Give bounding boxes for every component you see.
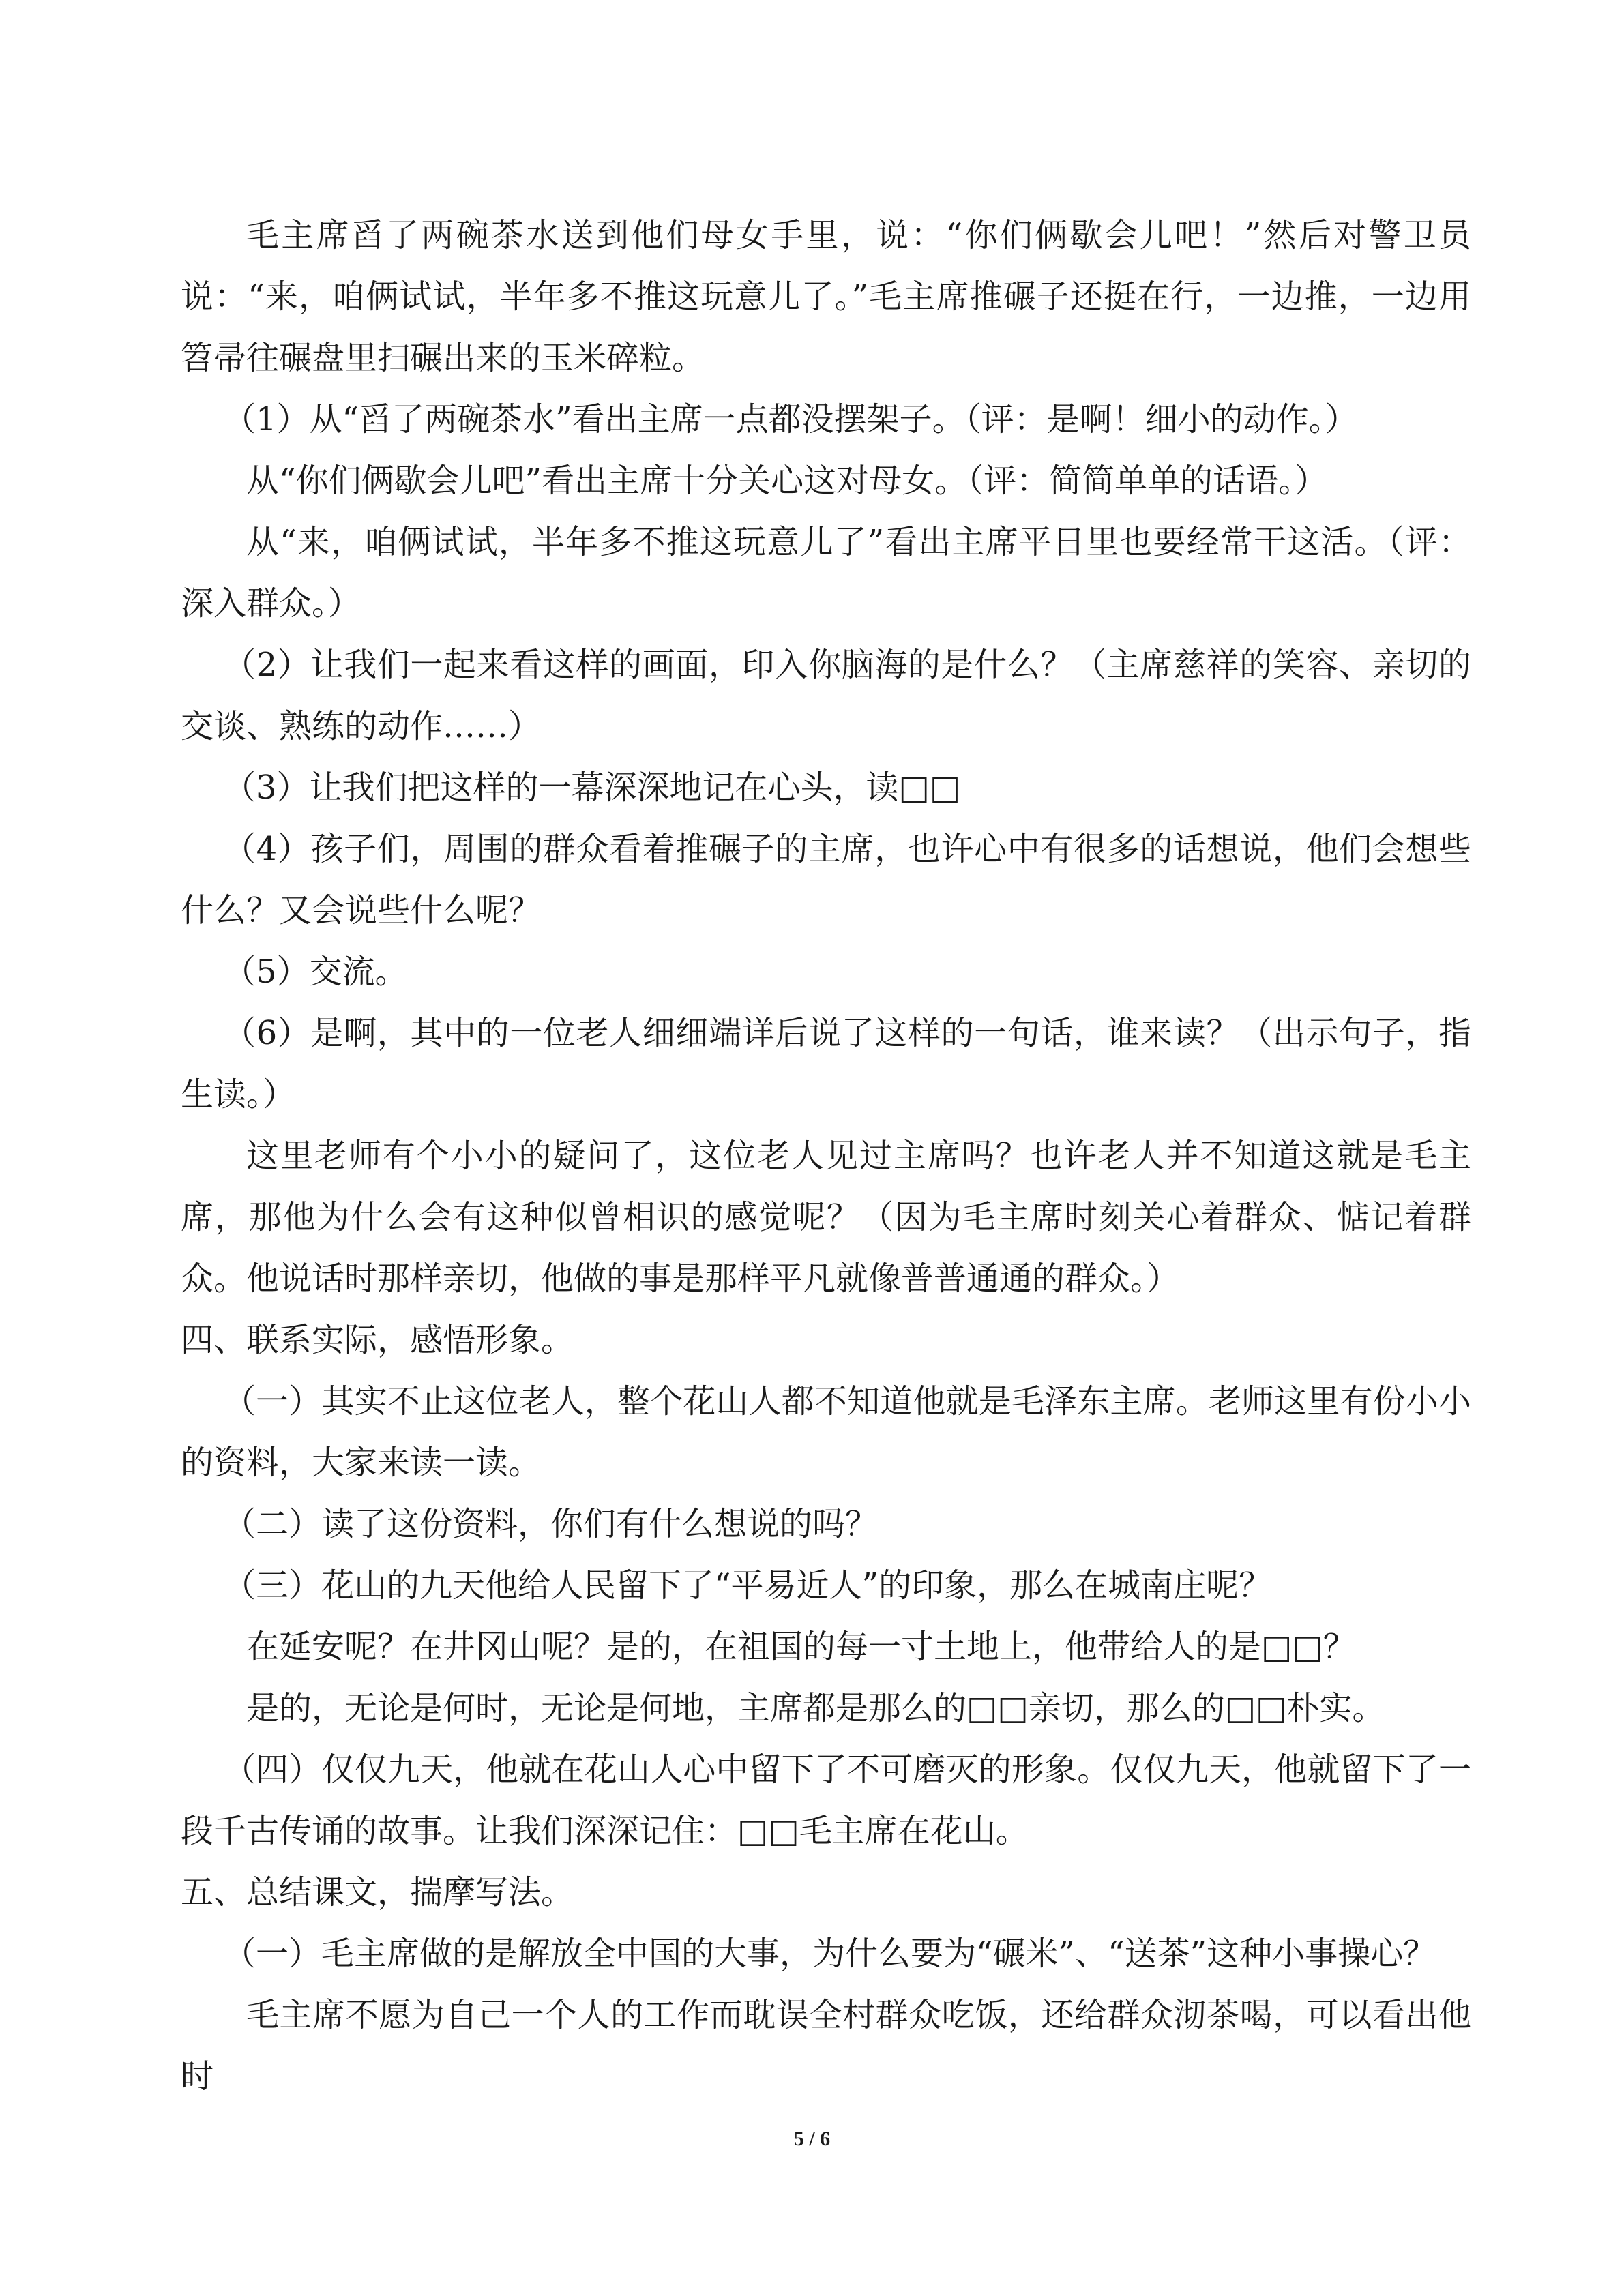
section-heading: 五、总结课文，揣摩写法。 — [181, 1873, 574, 1911]
page-number: 5 / 6 — [793, 2128, 831, 2150]
paragraph: （1）从“舀了两碗茶水”看出主席一点都没摆架子。（评：是啊！细小的动作。） — [223, 400, 1358, 438]
paragraph: （4）孩子们，周围的群众看着推碾子的主席，也许心中有很多的话想说，他们会想些什么？又会说些什么呢？ — [181, 830, 1471, 929]
document-body — [181, 205, 1471, 2107]
paragraph: （5）交流。 — [223, 953, 408, 991]
paragraph: 这里老师有个小小的疑问了，这位老人见过主席吗？也许老人并不知道这就是毛主席，那他为什么会有这种似曾相识的感觉呢？（因为毛主席时刻关心着群众、惦记着群众。他说话时那样亲切，他做的事是那样平凡就像普普通通的群众。） — [181, 1137, 1471, 1298]
paragraph: 从“你们俩歇会儿吧”看出主席十分关心这对母女。（评：简简单单的话语。） — [246, 462, 1328, 500]
paragraph: 毛主席舀了两碗茶水送到他们母女手里，说：“你们俩歇会儿吧！”然后对警卫员说：“来，咱俩试试，半年多不推这玩意儿了。”毛主席推碾子还挺在行，一边推，一边用笤帚往碾盘里扫碾出来的玉米碎粒。 — [181, 216, 1471, 377]
paragraph: （一）其实不止这位老人，整个花山人都不知道他就是毛泽东主席。老师这里有份小小的资料，大家来读一读。 — [181, 1382, 1471, 1482]
paragraph: （四）仅仅九天，他就在花山人心中留下了不可磨灭的形象。仅仅九天，他就留下了一段千古传诵的故事。让我们深深记住：□□毛主席在花山。 — [181, 1750, 1471, 1850]
paragraph: （3）让我们把这样的一幕深深地记在心头，读□□ — [223, 769, 961, 807]
paragraph: （三）花山的九天他给人民留下了“平易近人”的印象，那么在城南庄呢？ — [223, 1566, 1272, 1605]
paragraph: 从“来，咱俩试试，半年多不推这玩意儿了”看出主席平日里也要经常干这活。（评：深入群众。） — [181, 523, 1471, 623]
paragraph: 在延安呢？在井冈山呢？是的，在祖国的每一寸土地上，他带给人的是□□？ — [246, 1628, 1356, 1666]
section-heading: 四、联系实际，感悟形象。 — [181, 1321, 574, 1359]
paragraph: （二）读了这份资料，你们有什么想说的吗？ — [223, 1505, 879, 1543]
paragraph: （一）毛主席做的是解放全中国的大事，为什么要为“碾米”、“送茶”这种小事操心？ — [223, 1935, 1436, 1973]
paragraph: 毛主席不愿为自己一个人的工作而耽误全村群众吃饭，还给群众沏茶喝，可以看出他时 — [181, 1996, 1471, 2096]
paragraph: 是的，无论是何时，无论是何地，主席都是那么的□□亲切，那么的□□朴实。 — [246, 1689, 1385, 1727]
paragraph: （6）是啊，其中的一位老人细细端详后说了这样的一句话，谁来读？（出示句子，指生读。） — [181, 1014, 1471, 1114]
paragraph: （2）让我们一起来看这样的画面，印入你脑海的是什么？（主席慈祥的笑容、亲切的交谈、熟练的动作……） — [181, 646, 1471, 745]
